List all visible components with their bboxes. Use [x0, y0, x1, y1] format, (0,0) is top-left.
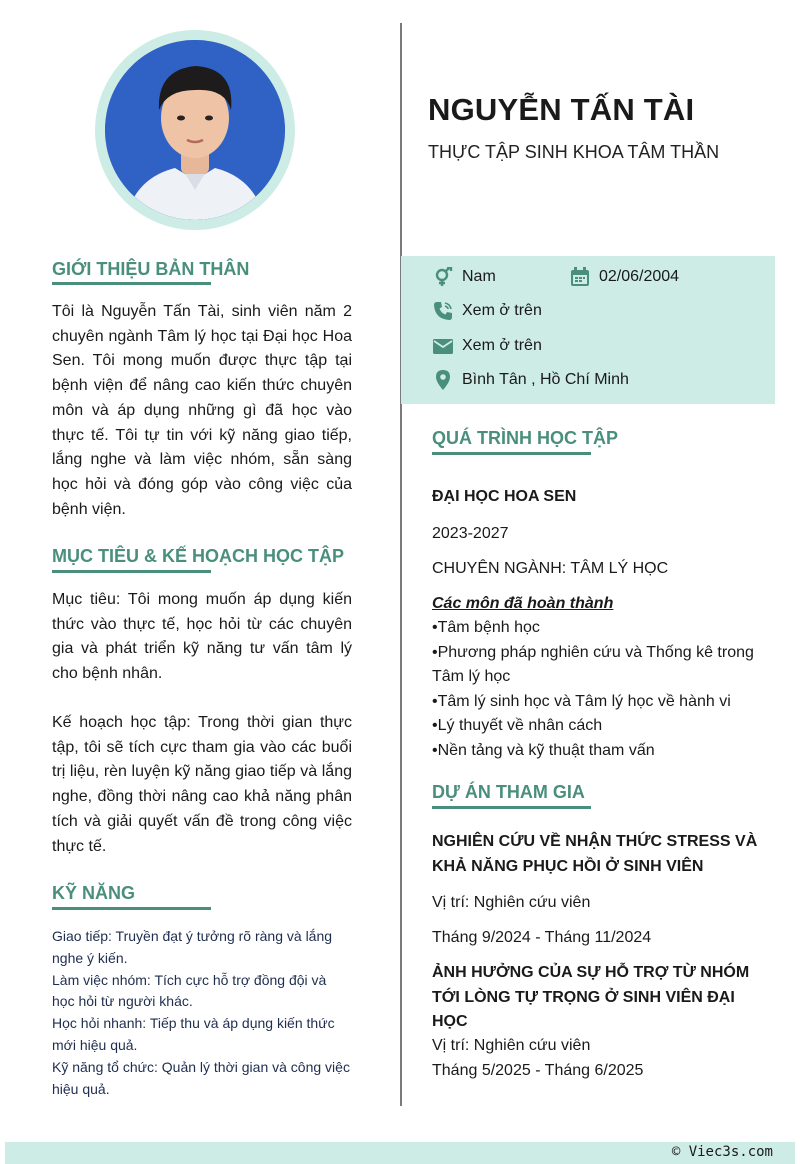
skill-item: Giao tiếp: Truyền đạt ý tưởng rõ ràng và lắng nghe ý kiến. [52, 928, 333, 966]
gender-item [432, 266, 496, 288]
location-pin-icon [432, 369, 454, 391]
projects-underline [432, 806, 591, 809]
address-text: Bình Tân , Hồ Chí Minh [462, 371, 629, 388]
project-name: NGHIÊN CỨU VỀ NHẬN THỨC STRESS VÀ KHẢ NĂNG PHỤC HỒI Ở SINH VIÊN [432, 833, 758, 875]
footer-bar [5, 1142, 795, 1164]
courses-list [432, 616, 762, 764]
candidate-name: NGUYỄN TẤN TÀI [428, 92, 695, 127]
courses-title: Các môn đã hoàn thành [432, 595, 614, 612]
education-underline [432, 452, 591, 455]
skills-list [52, 926, 352, 1100]
goals-title: MỤC TIÊU & KẾ HOẠCH HỌC TẬP [52, 546, 344, 566]
education-title: QUÁ TRÌNH HỌC TẬP [432, 428, 618, 448]
school-name: ĐẠI HỌC HOA SEN [432, 488, 577, 505]
watermark-text: © Viec3s.com [671, 1144, 773, 1160]
goal-text: Mục tiêu: Tôi mong muốn áp dụng kiến thức vào thực tế, học hỏi từ các chuyên gia và phát triển kỹ năng tư vấn tâm lý cho bệnh nhân. [52, 591, 352, 683]
course-item: •Phương pháp nghiên cứu và Thống kê trong Tâm lý học [432, 643, 754, 686]
study-years: 2023-2027 [432, 525, 509, 542]
gender-icon [432, 266, 454, 288]
skill-item: Làm việc nhóm: Tích cực hỗ trợ đồng đội và học hỏi từ người khác. [52, 971, 327, 1010]
project-position: Vị trí: Nghiên cứu viên [432, 1037, 591, 1054]
skill-item: Kỹ năng tổ chức: Quản lý thời gian và công việc hiệu quả. [52, 1058, 350, 1097]
email-item [432, 335, 542, 357]
avatar [105, 40, 285, 220]
skill-item: Học hỏi nhanh: Tiếp thu và áp dụng kiến thức mới hiệu quả. [52, 1015, 335, 1053]
candidate-role: THỰC TẬP SINH KHOA TÂM THẦN [428, 142, 720, 162]
skills-underline [52, 907, 211, 910]
column-divider [400, 23, 402, 1106]
course-item: •Tâm bệnh học [432, 619, 540, 636]
phone-icon [432, 300, 454, 322]
intro-text: Tôi là Nguyễn Tấn Tài, sinh viên năm 2 chuyên ngành Tâm lý học tại Đại học Hoa Sen. Tôi mong muốn được thực tập tại bệnh viện để nâng cao kiến thức chuyên môn và áp dụng những gì đã học vào thực tế. Tôi tự tin với kỹ năng giao tiếp, lắng nghe và làm việc nhóm, sẵn sàng học hỏi và đóng góp vào công việc của bệnh viện. [52, 303, 352, 518]
birthdate-text: 02/06/2004 [599, 268, 680, 285]
goals-underline [52, 570, 211, 573]
intro-underline [52, 282, 211, 285]
skills-title: KỸ NĂNG [52, 883, 136, 903]
phone-text: Xem ở trên [462, 302, 542, 319]
course-item: •Tâm lý sinh học và Tâm lý học về hành vi [432, 692, 731, 710]
address-item [432, 369, 629, 391]
major: CHUYÊN NGÀNH: TÂM LÝ HỌC [432, 560, 669, 577]
course-item: •Lý thuyết về nhân cách [432, 717, 603, 735]
project-position: Vị trí: Nghiên cứu viên [432, 894, 591, 911]
gender-text: Nam [462, 268, 496, 285]
email-text: Xem ở trên [462, 337, 542, 354]
projects-title: DỰ ÁN THAM GIA [432, 782, 585, 802]
birthdate-item [569, 266, 679, 288]
project-period: Tháng 5/2025 - Tháng 6/2025 [432, 1062, 644, 1079]
project-name: ẢNH HƯỞNG CỦA SỰ HỖ TRỢ TỪ NHÓM TỚI LÒNG TỰ TRỌNG Ở SINH VIÊN ĐẠI HỌC [432, 964, 750, 1031]
phone-item [432, 300, 542, 322]
calendar-icon [569, 266, 591, 288]
course-item: •Nền tảng và kỹ thuật tham vấn [432, 741, 655, 759]
envelope-icon [432, 335, 454, 357]
plan-text: Kế hoạch học tập: Trong thời gian thực tập, tôi sẽ tích cực tham gia vào các buổi trị liệu, rèn luyện kỹ năng giao tiếp và lắng nghe, đồng thời nâng cao khả năng phân tích và giải quyết vấn đề trong công việc thực tế. [52, 714, 352, 855]
intro-title: GIỚI THIỆU BẢN THÂN [52, 259, 250, 279]
project-period: Tháng 9/2024 - Tháng 11/2024 [432, 929, 652, 946]
